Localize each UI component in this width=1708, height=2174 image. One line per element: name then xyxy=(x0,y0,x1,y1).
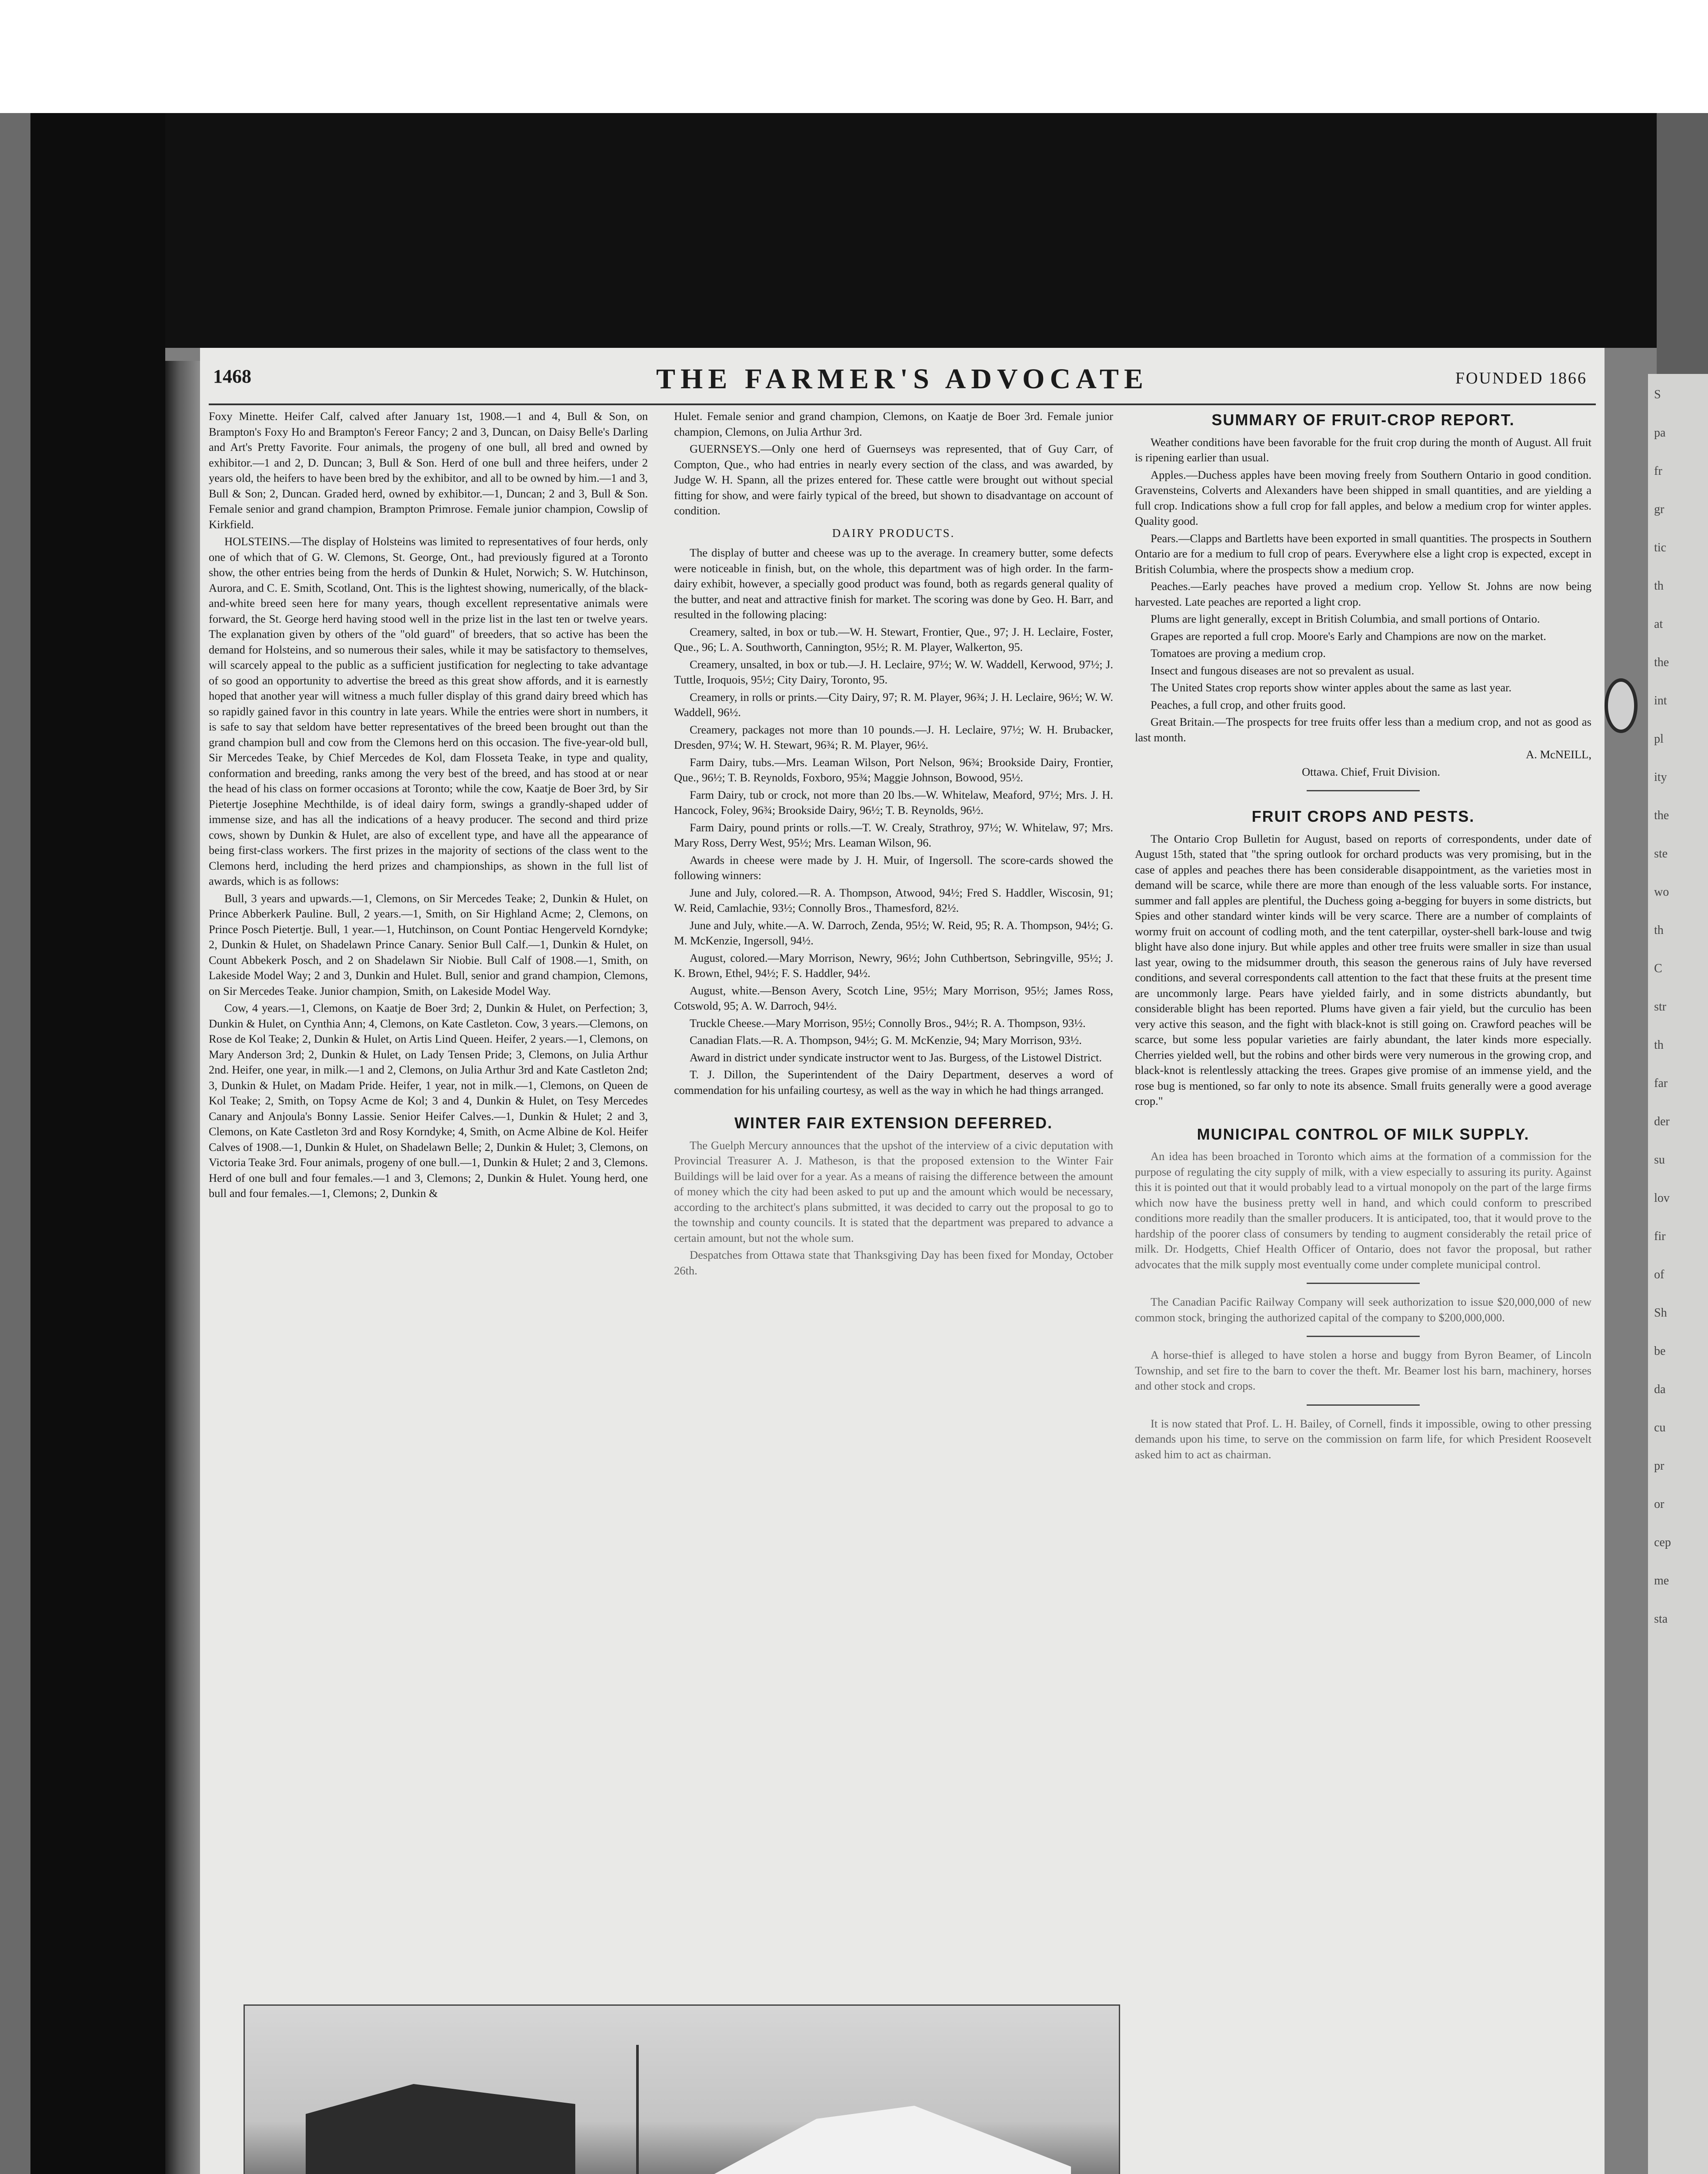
adjacent-page-fragment-line: int xyxy=(1654,694,1667,707)
paragraph: Peaches.—Early peaches have proved a medium crop. Yellow St. Johns are now being harvested. Late peaches are reported a light crop. xyxy=(1135,580,1591,608)
divider xyxy=(1307,1283,1420,1284)
scan-shadow-top xyxy=(165,113,1657,348)
adjacent-page-fragment-line: ste xyxy=(1654,847,1668,860)
adjacent-page-fragment-line: th xyxy=(1654,579,1664,593)
paragraph: Truckle Cheese.—Mary Morrison, 95½; Connolly Bros., 94½; R. A. Thompson, 93½. xyxy=(690,1016,1086,1030)
paragraph: Despatches from Ottawa state that Thanksgiving Day has been fixed for Monday, October 26th. xyxy=(674,1248,1113,1277)
adjacent-page-fragment-line: wo xyxy=(1654,885,1669,899)
adjacent-page-fragment-line: at xyxy=(1654,617,1663,631)
paragraph: August, colored.—Mary Morrison, Newry, 96½; John Cuthbertson, Sebringville, 95½; J. K. Brown, Ethel, 94½; F. S. Haddler, 94½. xyxy=(674,951,1113,980)
adjacent-page-fragment-line: of xyxy=(1654,1268,1665,1281)
divider xyxy=(1307,1404,1420,1406)
paragraph-holsteins: HOLSTEINS.—The display of Holsteins was limited to representatives of four herds, only one of which that of G. W. Clemons, St. George, Ont., had previously figured at a Toronto show, the other entries being from the herds of Dunkin & Hulet, Norwich; S. W. Hutchinson, Aurora, and C. E. Smith, Scotland, Ont. This is the lightest showing, numerically, of the black-and-white breed seen here for many years, though excellent representative animals were forward, the St. George herd having stood well in the prize list in the last ten or twelve years. The explanation given by others of the "old guard" of breeders, that so active has been the demand for Holsteins, and so numerous their sales, while it may be satisfactory to themselves, will scarcely appeal to the public as a sufficient justification for neglecting to take advantage of so good an opportunity to advertise the breed as this great show affords, and it is earnestly hoped that another year will witness a much fuller display of this grand dairy breed which has so rapidly gained favor in this country in late years. While the entries were short in numbers, it is safe to say that seldom have better representatives of the breed been brought out than the grand champion bull and cow from the Clemons herd on this occasion. The five-year-old bull, Sir Mercedes Teake, by Chief Mercedes de Kol, dam Flosseta Teake, in type and quality, conformation and breeding, ranks among the very best of the breed, and has stood at or near the head of his class on former occasions at Toronto; while the cow, Kaatje de Boer 3rd, by Sir Pietertje Josephine Mechthilde, is of ideal dairy form, swings a grandly-shaped udder of immense size, and has all the indications of a heavy producer. The second and third prize cows, shown by Dunkin & Hulet, are also of excellent type, and have all the appearance of being first-class workers. The first prizes in the majority of sections of the class went to the Clemons herd, including the herd prizes and championships, as shown in the full list of awards, which is as follows: xyxy=(209,535,648,887)
tent-roof xyxy=(680,2106,1071,2174)
adjacent-page-fragment-line: pl xyxy=(1654,732,1664,746)
adjacent-page-fragment-line: pa xyxy=(1654,426,1666,440)
signature-name: A. McNEILL, xyxy=(1526,748,1591,761)
paragraph: Farm Dairy, tubs.—Mrs. Leaman Wilson, Port Nelson, 96¾; Brookside Dairy, Frontier, Que., 96½; T. B. Reynolds, Foxboro, 95¾; Maggie Johnson, Bowood, 95½. xyxy=(674,755,1113,784)
section-heading-dairy: DAIRY PRODUCTS. xyxy=(832,526,955,540)
adjacent-page-fragment-line: da xyxy=(1654,1383,1666,1396)
paragraph: Peaches, a full crop, and other fruits good. xyxy=(1151,698,1346,711)
adjacent-page-fragment-line: str xyxy=(1654,1000,1666,1014)
adjacent-page-fragment-line: far xyxy=(1654,1077,1668,1090)
book-spine xyxy=(165,361,200,2174)
adjacent-page-fragment-line: pr xyxy=(1654,1459,1665,1473)
adjacent-page-fragment-line: be xyxy=(1654,1344,1666,1358)
section-heading-pests: FRUIT CROPS AND PESTS. xyxy=(1251,807,1475,825)
paragraph: Creamery, packages not more than 10 pounds.—J. H. Leclaire, 97½; W. H. Brubacker, Dresden, 97¼; W. H. Stewart, 96¾; R. M. Player, 96½. xyxy=(674,723,1113,751)
adjacent-page-fragment-line: or xyxy=(1654,1497,1665,1511)
paragraph: Hulet. Female senior and grand champion, Clemons, on Kaatje de Boer 3rd. Female junior champion, Clemons, on Julia Arthur 3rd. xyxy=(674,410,1113,438)
newspaper-page xyxy=(200,348,1605,2174)
paragraph: Farm Dairy, pound prints or rolls.—T. W. Crealy, Strathroy, 97½; W. Whitelaw, 97; Mrs. Mary Ross, Derry West, 95½; Mrs. Leaman Wilson, 96. xyxy=(674,820,1113,849)
paragraph: Awards in cheese were made by J. H. Muir, of Ingersoll. The score-cards showed the following winners: xyxy=(674,853,1113,882)
adjacent-page-fragment-line: Sh xyxy=(1654,1306,1667,1320)
section-heading-winter-fair: WINTER FAIR EXTENSION DEFERRED. xyxy=(734,1114,1053,1132)
adjacent-page-fragment-line: su xyxy=(1654,1153,1665,1167)
adjacent-page-fragment-line: the xyxy=(1654,809,1669,822)
film-edge-left xyxy=(0,113,30,2174)
founded-year: FOUNDED 1866 xyxy=(1455,369,1587,387)
masthead-title: THE FARMER'S ADVOCATE xyxy=(656,363,1148,395)
signature-title: Ottawa. Chief, Fruit Division. xyxy=(1302,765,1440,778)
running-head xyxy=(200,365,1605,400)
grandstand-building xyxy=(306,2084,575,2174)
binding-clip xyxy=(1605,678,1638,733)
paragraph: Plums are light generally, except in British Columbia, and small portions of Ontario. xyxy=(1151,612,1540,625)
paragraph: Grapes are reported a full crop. Moore's Early and Champions are now on the market. xyxy=(1151,629,1546,643)
paragraph-bull-awards: Bull, 3 years and upwards.—1, Clemons, on Sir Mercedes Teake; 2, Dunkin & Hulet, on Prince Abberkerk Pauline. Bull, 2 years.—1, Smith, on Sir Highland Acme; 2, Clemons, on Prince Posch Pietertje. Bull, 1 year.—1, Hutchinson, on Count Pontiac Hengerveld Korndyke; 2, Dunkin & Hulet, on Shadelawn Prince Canary. Senior Bull Calf.—1, Dunkin & Hulet, on Count Abbekerk Posch, and 2 on Shadelawn Sir Niobie. Bull Calf of 1908.—1, Smith, on Lakeside Model Way; 2 and 3, Dunkin and Hulet. Bull, senior and grand champion, Clemons, on Sir Mercedes Teake. Junior champion, Smith, on Lakeside Model Way. xyxy=(209,891,648,997)
column-1 xyxy=(209,409,648,1203)
paragraph: Great Britain.—The prospects for tree fruits offer less than a medium crop, and not as good as last month. xyxy=(1135,715,1591,744)
adjacent-page-fragment-line: th xyxy=(1654,1038,1664,1052)
paragraph: June and July, colored.—R. A. Thompson, Atwood, 94½; Fred S. Haddler, Wiscosin, 91; W. Reid, Camlachie, 93½; Connolly Bros., Thamesford, 82½. xyxy=(674,886,1113,914)
paragraph: Tomatoes are proving a medium crop. xyxy=(1151,647,1326,660)
paragraph: Insect and fungous diseases are not so prevalent as usual. xyxy=(1151,664,1414,677)
paragraph: An idea has been broached in Toronto which aims at the formation of a commission for the purpose of regulating the city supply of milk, with a view especially to assuring its purity. Against this it is pointed out that it would probably lead to a virtual monopoly on the part of the large firms which now have the business pretty well in hand, and which could conform to prescribed conditions more readily than the smaller producers. It is anticipated, too, that it would prove to the hardship of the poorer class of consumers by tending to augment considerably the retail price of milk. Dr. Hodgetts, Chief Health Officer of Ontario, does not favor the proposal, but rather advocates that the milk supply most eventually come under complete municipal control. xyxy=(1135,1150,1591,1271)
adjacent-page-fragment-line: sta xyxy=(1654,1612,1668,1626)
column-2 xyxy=(674,409,1113,1280)
adjacent-page-text xyxy=(1648,383,1708,1631)
adjacent-page-fragment-line: S xyxy=(1654,388,1661,401)
paragraph: Weather conditions have been favorable for the fruit crop during the month of August. All fruit is ripening earlier than usual. xyxy=(1135,435,1591,464)
adjacent-page-fragment-line: th xyxy=(1654,924,1664,937)
column-3 xyxy=(1135,409,1591,1464)
paragraph: The Ontario Crop Bulletin for August, based on reports of correspondents, under date of August 15th, stated that "the spring outlook for orchard products was very promising, but in the case of apples and peaches there has been considerable disappointment, as the varieties most in demand will be scarce, while there are more than enough of the less valuable sorts. For instance, summer and fall apples are plentiful, the Duchess going a-begging for buyers in some districts, but Spies and other standard winter kinds will be very scarce. There are a number of complaints of wormy fruit on account of codling moth, and the tent caterpillar, oyster-shell bark-louse and twig blight have also done injury. But while apples and other tree fruits were smaller in size than usual last year, owing to the midsummer drouth, this season the generous rains of July have reversed conditions, and several correspondents call attention to the fact that these fruits at the present time are uncommonly large. Pears have yielded fairly, and in some districts abundantly, but considerable blight has been reported. Plums have given a fair yield, but the curculio has been very active this season, and the fight with black-knot is still going on. Crawford peaches will be scarce, but some less popular varieties are fairly abundant, the later kinds more especially. Cherries yielded well, but the robins and other birds were very numerous in the growing crop, and black-knot is relentlessly attacking the trees. Grapes give promise of an immense yield, and the rose bug is mentioned, so far only to note its absence. Small fruits generally were a good average crop." xyxy=(1135,832,1591,1107)
paragraph: Apples.—Duchess apples have been moving freely from Southern Ontario in good condition. Gravensteins, Colverts and Alexanders have been shipped in small quantities, and are yielding a full crop. Indications show a full crop for fall apples, and below a medium crop for winter apples. Quality good. xyxy=(1135,468,1591,527)
header-rule xyxy=(209,403,1596,405)
adjacent-page-fragment-line: me xyxy=(1654,1574,1669,1587)
adjacent-page-fragment-line: tic xyxy=(1654,541,1666,554)
paragraph-guernseys: GUERNSEYS.—Only one herd of Guernseys was represented, that of Guy Carr, of Compton, Que., who had entries in nearly every section of the class, and was awarded, by Judge W. H. Spann, all the prizes entered for. These cattle were brought out without special fitting for show, and were fairly typical of the breed, but shown to disadvantage on account of condition. xyxy=(674,442,1113,517)
paragraph: August, white.—Benson Avery, Scotch Line, 95½; Mary Morrison, 95½; James Ross, Cotswold, 95; A. W. Darroch, 94½. xyxy=(674,984,1113,1012)
paragraph: Award in district under syndicate instructor went to Jas. Burgess, of the Listowel District. xyxy=(690,1050,1102,1064)
film-margin-top xyxy=(0,0,1708,113)
adjacent-page-fragment-line: gr xyxy=(1654,503,1665,516)
paragraph: Farm Dairy, tub or crock, not more than 20 lbs.—W. Whitelaw, Meaford, 97½; Mrs. J. H. Hancock, Foley, 96¾; Brookside Dairy, 96½; T. B. Reynolds, 96½. xyxy=(674,788,1113,817)
adjacent-page-fragment-line: cu xyxy=(1654,1421,1666,1434)
paragraph: The Canadian Pacific Railway Company will seek authorization to issue $20,000,000 of new common stock, bringing the authorized capital of the company to $200,000,000. xyxy=(1135,1295,1591,1324)
paragraph: A horse-thief is alleged to have stolen a horse and buggy from Byron Beamer, of Lincoln Township, and set fire to the barn to cover the theft. Mr. Beamer lost his barn, machinery, horses and other stock and crops. xyxy=(1135,1348,1591,1392)
adjacent-page-fragment-line: ity xyxy=(1654,770,1667,784)
flag-pole xyxy=(636,2045,639,2174)
paragraph: T. J. Dillon, the Superintendent of the Dairy Department, deserves a word of commendation for his unfailing courtesy, as well as the way in which he had things arranged. xyxy=(674,1068,1113,1097)
paragraph: The Guelph Mercury announces that the upshot of the interview of a civic deputation with Provincial Treasurer A. J. Matheson, is that the proposed extension to the Winter Fair Buildings will be laid over for a year. As a means of raising the difference between the amount of money which the city had been asked to put up and the amount which would be necessary, according to the architect's plans submitted, it was decided to carry out the proposal to go to the township and county councils. It is stated that the department was prepared to advance a certain amount, but not the whole sum. xyxy=(674,1138,1113,1244)
adjacent-page-fragment-line: C xyxy=(1654,962,1662,975)
paragraph: Canadian Flats.—R. A. Thompson, 94½; G. M. McKenzie, 94; Mary Morrison, 93½. xyxy=(690,1034,1082,1047)
paragraph: Pears.—Clapps and Bartletts have been exported in small quantities. The prospects in Southern Ontario are for a medium to full crop of pears. Everywhere else a light crop is expected, except in British Columbia, where the prospects show a medium crop. xyxy=(1135,531,1591,576)
adjacent-page-fragment-line: lov xyxy=(1654,1191,1670,1205)
paragraph: It is now stated that Prof. L. H. Bailey, of Cornell, finds it impossible, owing to other pressing demands upon his time, to serve on the commission on farm life, for which President Roosevelt asked him to act as chairman. xyxy=(1135,1417,1591,1461)
paragraph: Foxy Minette. Heifer Calf, calved after January 1st, 1908.—1 and 4, Bull & Son, on Brampton's Foxy Ho and Brampton's Fereor Fancy; 2 and 3, Duncan, on Daisy Belle's Darling and Art's Pretty Favorite. Four animals, the progeny of one bull, all bred and owned by exhibitor.—1 and 2, D. Duncan; 3, Bull & Son. Herd of one bull and three heifers, under 2 years old, the heifers to have been bred by the exhibitor, and all to be owned by him.—1 and 3, Bull & Son; 2, Duncan. Graded herd, owned by exhibitor.—1, Duncan; 2 and 3, Bull & Son. Female senior and grand champion, Brampton Primrose. Female junior champion, Cowslip of Kirkfield. xyxy=(209,410,648,531)
paragraph: Creamery, in rolls or prints.—City Dairy, 97; R. M. Player, 96¾; J. H. Leclaire, 96½; W. W. Waddell, 96½. xyxy=(674,690,1113,719)
adjacent-page-fragment-line: cep xyxy=(1654,1536,1671,1549)
paragraph: June and July, white.—A. W. Darroch, Zenda, 95½; W. Reid, 95; R. A. Thompson, 94½; G. M. McKenzie, Ingersoll, 94½. xyxy=(674,918,1113,947)
paragraph: The United States crop reports show winter apples about the same as last year. xyxy=(1151,681,1512,694)
adjacent-page-fragment-line: fir xyxy=(1654,1230,1666,1243)
paragraph-cow-awards: Cow, 4 years.—1, Clemons, on Kaatje de Boer 3rd; 2, Dunkin & Hulet, on Perfection; 3, Dunkin & Hulet, on Cynthia Ann; 4, Clemons, on Kate Castleton. Cow, 3 years.—Clemons, on Rose de Kol Teake; 2, Dunkin & Hulet, on Artis Lind Queen. Heifer, 2 years.—1, Clemons, on Mary Anderson 3rd; 2, Dunkin & Hulet, on Lady Tensen Pride; 3, Clemons, on Julia Arthur 2nd. Heifer, one year, in milk.—1 and 2, Clemons, on Julia Arthur 3rd and Kate Castleton 2nd; 3, Dunkin & Hulet, on Madam Pride. Heifer, 1 year, not in milk.—1, Clemons, on Queen de Kol Teake; 2, Smith, on Topsy Acme de Kol; 3 and 4, Dunkin & Hulet, on Tesy Mercedes Canary and Anjoula's Bonny Lassie. Senior Heifer Calves.—1, Dunkin & Hulet; 2 and 3, Clemons, on Kate Castleton 3rd and Rosy Korndyke; 4, Smith, on Acme Albine de Kol. Heifer Calves of 1908.—1, Dunkin & Hulet, on Shadelawn Belle; 2, Dunkin & Hulet; 3, Clemons, on Victoria Teake 3rd. Four animals, progeny of one bull.—1, Dunkin & Hulet; 2 and 3, Clemons. Herd of one bull and four females.—1 and 3, Clemons; 2, Dunkin & Hulet. Young herd, one bull and four females.—1, Clemons; 2, Dunkin & xyxy=(209,1001,648,1200)
adjacent-page-fragment xyxy=(1648,374,1708,2174)
divider xyxy=(1307,790,1420,791)
scan-shadow-left xyxy=(30,113,165,2174)
adjacent-page-fragment-line: fr xyxy=(1654,464,1662,478)
page-number: 1468 xyxy=(213,366,251,387)
section-heading-milk: MUNICIPAL CONTROL OF MILK SUPPLY. xyxy=(1197,1125,1530,1143)
ayrshire-cattle-photo xyxy=(244,2004,1120,2174)
paragraph: The display of butter and cheese was up to the average. In creamery butter, some defects were noticeable in finish, but, on the whole, this department was of high order. In the farm-dairy exhibit, however, a specially good product was found, both as regards general quality of the butter, and neat and attractive finish for market. The scoring was done by Geo. H. Barr, and resulted in the following placing: xyxy=(674,546,1113,621)
section-heading-fruit-crop: SUMMARY OF FRUIT-CROP REPORT. xyxy=(1211,411,1515,429)
divider xyxy=(1307,1336,1420,1337)
paragraph: Creamery, unsalted, in box or tub.—J. H. Leclaire, 97½; W. W. Waddell, Kerwood, 97½; J. Tuttle, Iroquois, 95½; City Dairy, Toronto, 95. xyxy=(674,657,1113,686)
adjacent-page-fragment-line: the xyxy=(1654,656,1669,669)
adjacent-page-fragment-line: der xyxy=(1654,1115,1670,1128)
paragraph: Creamery, salted, in box or tub.—W. H. Stewart, Frontier, Que., 97; J. H. Leclaire, Foster, Que., 96; L. A. Southworth, Cannington, 95½; R. M. Player, Walkerton, 95. xyxy=(674,625,1113,654)
